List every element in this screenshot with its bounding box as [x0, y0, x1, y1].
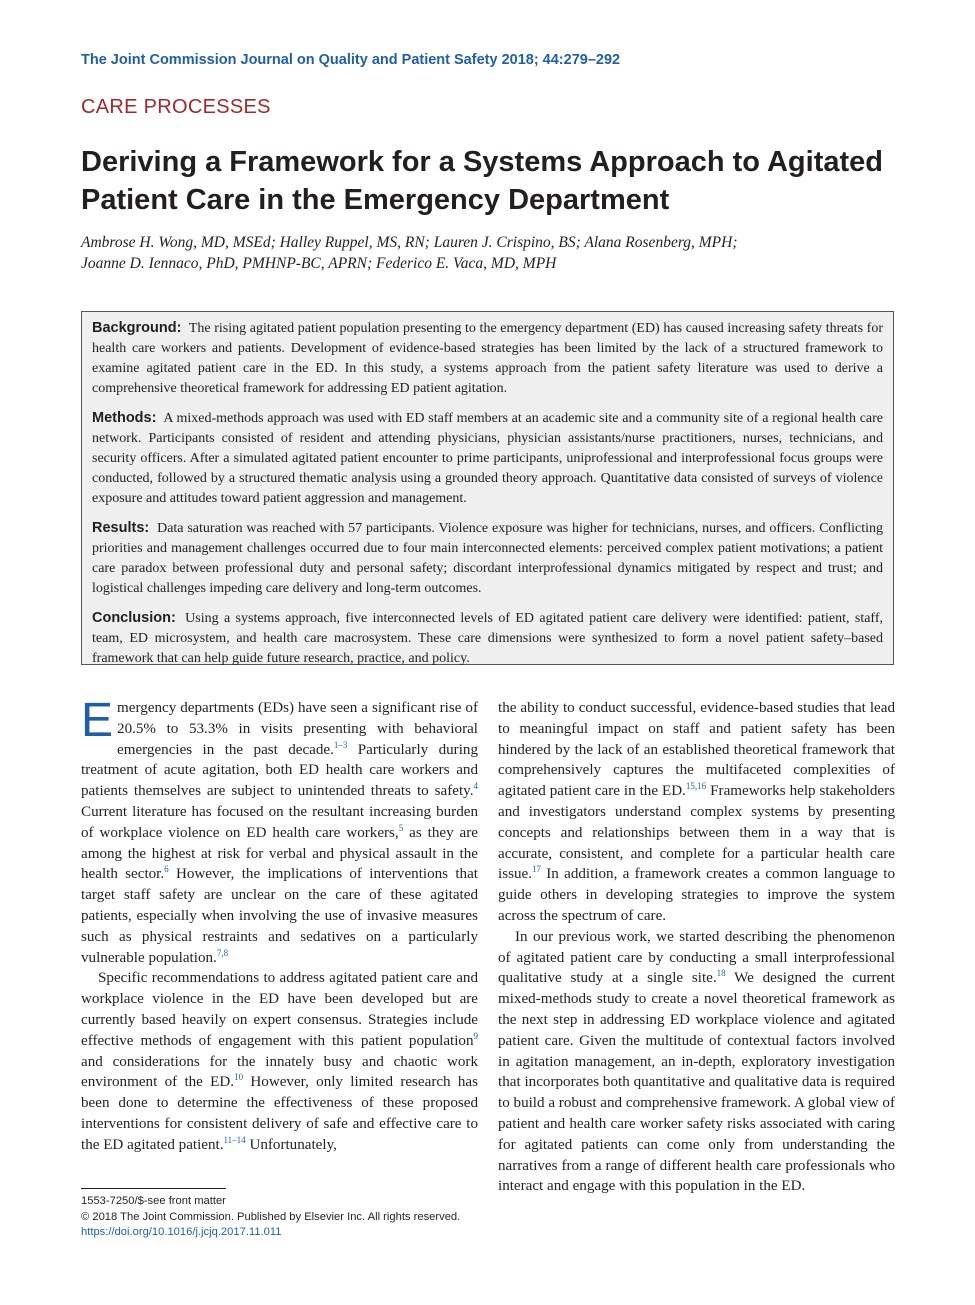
- authors-line-2: Joanne D. Iennaco, PhD, PMHNP-BC, APRN; Federico E. Vaca, MD, MPH: [81, 255, 557, 272]
- abstract-text: A mixed-methods approach was used with ED staff members at an academic site and a community site of a regional health care network. Participants consisted of resident and attending physicians, physician assistants/nurse practitioners, nurses, technicians, and security officers. After a simulated agitated patient encounter to prime participants, uniprofessional and interprofessional focus groups were conducted, followed by a structured thematic analysis using a grounded theory approach. Quantitative data consisted of surveys of violence exposure and attitudes toward patient aggression and management.: [92, 411, 883, 506]
- reference-link[interactable]: 10: [234, 1072, 244, 1083]
- body-paragraph: [81, 694, 478, 968]
- abstract-methods: [92, 408, 883, 509]
- doi-link[interactable]: https://doi.org/10.1016/j.jcjq.2017.11.011: [81, 1226, 282, 1238]
- copyright-line: © 2018 The Joint Commission. Published by Elsevier Inc. All rights reserved.: [81, 1210, 461, 1223]
- body-text: the ability to conduct successful, evidence-based studies that lead to meaningful impact on staff and patient safety has been hindered by the lack of an established theoretical framework that comprehensively captures the multifaceted complexities of agitated patient care in the ED.: [498, 700, 895, 800]
- reference-link[interactable]: 17: [531, 864, 541, 875]
- abstract-text: Data saturation was reached with 57 participants. Violence exposure was higher for technicians, nurses, and officers. Conflicting priorities and management challenges occurred due to four main interconnected elements: perceived complex patient motivations; a patient care paradox between professional duty and personal safety; discordant interprofessional dynamics mitigated by respect and trust; and logistical challenges impeding care delivery and long-term outcomes.: [92, 521, 883, 596]
- reference-link[interactable]: 1–3: [333, 739, 348, 750]
- body-text: as they are among the highest at risk for verbal and physical assault in the health sector.: [81, 824, 478, 883]
- abstract-text: The rising agitated patient population presenting to the emergency department (ED) has caused increasing safety threats for health care workers and patients. Development of evidence-based strategies has been limited by the lack of a structured framework to examine agitated patient care in the ED. In this study, a systems approach from the patient safety literature was used to derive a comprehensive theoretical framework for addressing ED patient agitation.: [92, 321, 883, 396]
- issn-line: 1553-7250/$-see front matter: [81, 1195, 226, 1207]
- reference-link[interactable]: 11–14: [223, 1134, 246, 1145]
- body-text: Specific recommendations to address agitated patient care and workplace violence in the ED have been developed but are currently based heavily on expert consensus. Strategies include effective methods of engagement with this patient population: [81, 970, 478, 1049]
- reference-link[interactable]: 7,8: [216, 947, 229, 958]
- reference-link[interactable]: 4: [473, 781, 478, 792]
- body-paragraph: [498, 927, 895, 1197]
- body-text: However, the implications of interventions that target staff safety are unclear on the care of these agitated patients, especially when involving the use of invasive measures such as physical restraints and sedatives on a particularly vulnerable population.: [81, 866, 478, 966]
- body-text: In addition, a framework creates a common language to guide others in developing strategies to improve the system across the spectrum of care.: [498, 866, 895, 924]
- abstract-box: [81, 311, 894, 665]
- abstract-heading: Background:: [92, 320, 182, 336]
- abstract-heading: Results:: [92, 520, 150, 536]
- author-list: [81, 232, 901, 274]
- abstract-conclusion: [92, 608, 883, 669]
- reference-link[interactable]: 15,16: [685, 781, 707, 792]
- body-column-left: [81, 694, 479, 1156]
- body-paragraph: [81, 968, 478, 1155]
- body-text: However, only limited research has been done to determine the effectiveness of these proposed interventions for consistent delivery of safe and effective care to the ED agitated patient.: [81, 1074, 479, 1153]
- reference-link[interactable]: 6: [164, 864, 169, 875]
- authors-line-1: Ambrose H. Wong, MD, MSEd; Halley Ruppel, MS, RN; Lauren J. Crispino, BS; Alana Rosenberg, MPH;: [81, 234, 738, 251]
- footer: [81, 1194, 460, 1241]
- article-title: Deriving a Framework for a Systems Approach to Agitated Patient Care in the Emergency Department: [81, 146, 883, 216]
- body-text: Current literature has focused on the resultant increasing burden of workplace violence on ED health care workers,: [81, 803, 478, 841]
- abstract-heading: Methods:: [92, 410, 157, 426]
- body-text: mergency departments (EDs) have seen a significant rise of 20.5% to 53.3% in visits presenting with behavioral emergencies in the past decade.: [117, 700, 478, 758]
- drop-cap: E: [81, 694, 114, 747]
- reference-link[interactable]: 9: [473, 1030, 478, 1041]
- reference-link[interactable]: 5: [398, 822, 404, 833]
- body-text: Frameworks help stakeholders and investigators understand complex systems by presenting concepts and relationships between them in a way that is accurate, consistent, and complete for a particular health care issue.: [498, 783, 895, 883]
- body-text: Particularly during treatment of acute agitation, both ED health care workers and patients themselves are subject to unintended threats to safety.: [81, 741, 478, 800]
- abstract-heading: Conclusion:: [92, 610, 176, 626]
- reference-link[interactable]: 18: [716, 968, 726, 979]
- body-paragraph: [498, 698, 895, 927]
- abstract-text: Using a systems approach, five interconnected levels of ED agitated patient care delivery were identified: patient, staff, team, ED microsystem, and health care macrosystem. These care dimensions were synthesized to form a novel patient safety–based framework that can help guide future research, practice, and policy.: [92, 611, 883, 666]
- abstract-background: [92, 318, 883, 399]
- body-column-right: [498, 698, 895, 1197]
- section-label: CARE PROCESSES: [81, 96, 271, 118]
- body-text: We designed the current mixed-methods study to create a novel theoretical framework as the next step in addressing ED workplace violence and agitated patient care. Given the multitude of contextual factors involved in agitation management, an in-depth, exploratory investigation that incorporates both quantitative and qualitative data is required to build a robust and comprehensive framework. A global view of patient and health care worker safety risks associated with caring for agitated patients can come only from understanding the narratives from a range of different health care professionals who interact and engage with this population in the ED.: [498, 970, 896, 1195]
- body-text: and considerations for the innately busy and chaotic work environment of the ED.: [81, 1053, 478, 1091]
- footer-divider: [81, 1188, 226, 1189]
- body-text: In our previous work, we started describing the phenomenon of agitated patient care by conducting a small interprofessional qualitative study at a single site.: [498, 928, 895, 987]
- body-text: Unfortunately,: [245, 1136, 337, 1153]
- abstract-results: [92, 518, 883, 599]
- journal-citation: The Joint Commission Journal on Quality and Patient Safety 2018; 44:279–292: [81, 52, 621, 68]
